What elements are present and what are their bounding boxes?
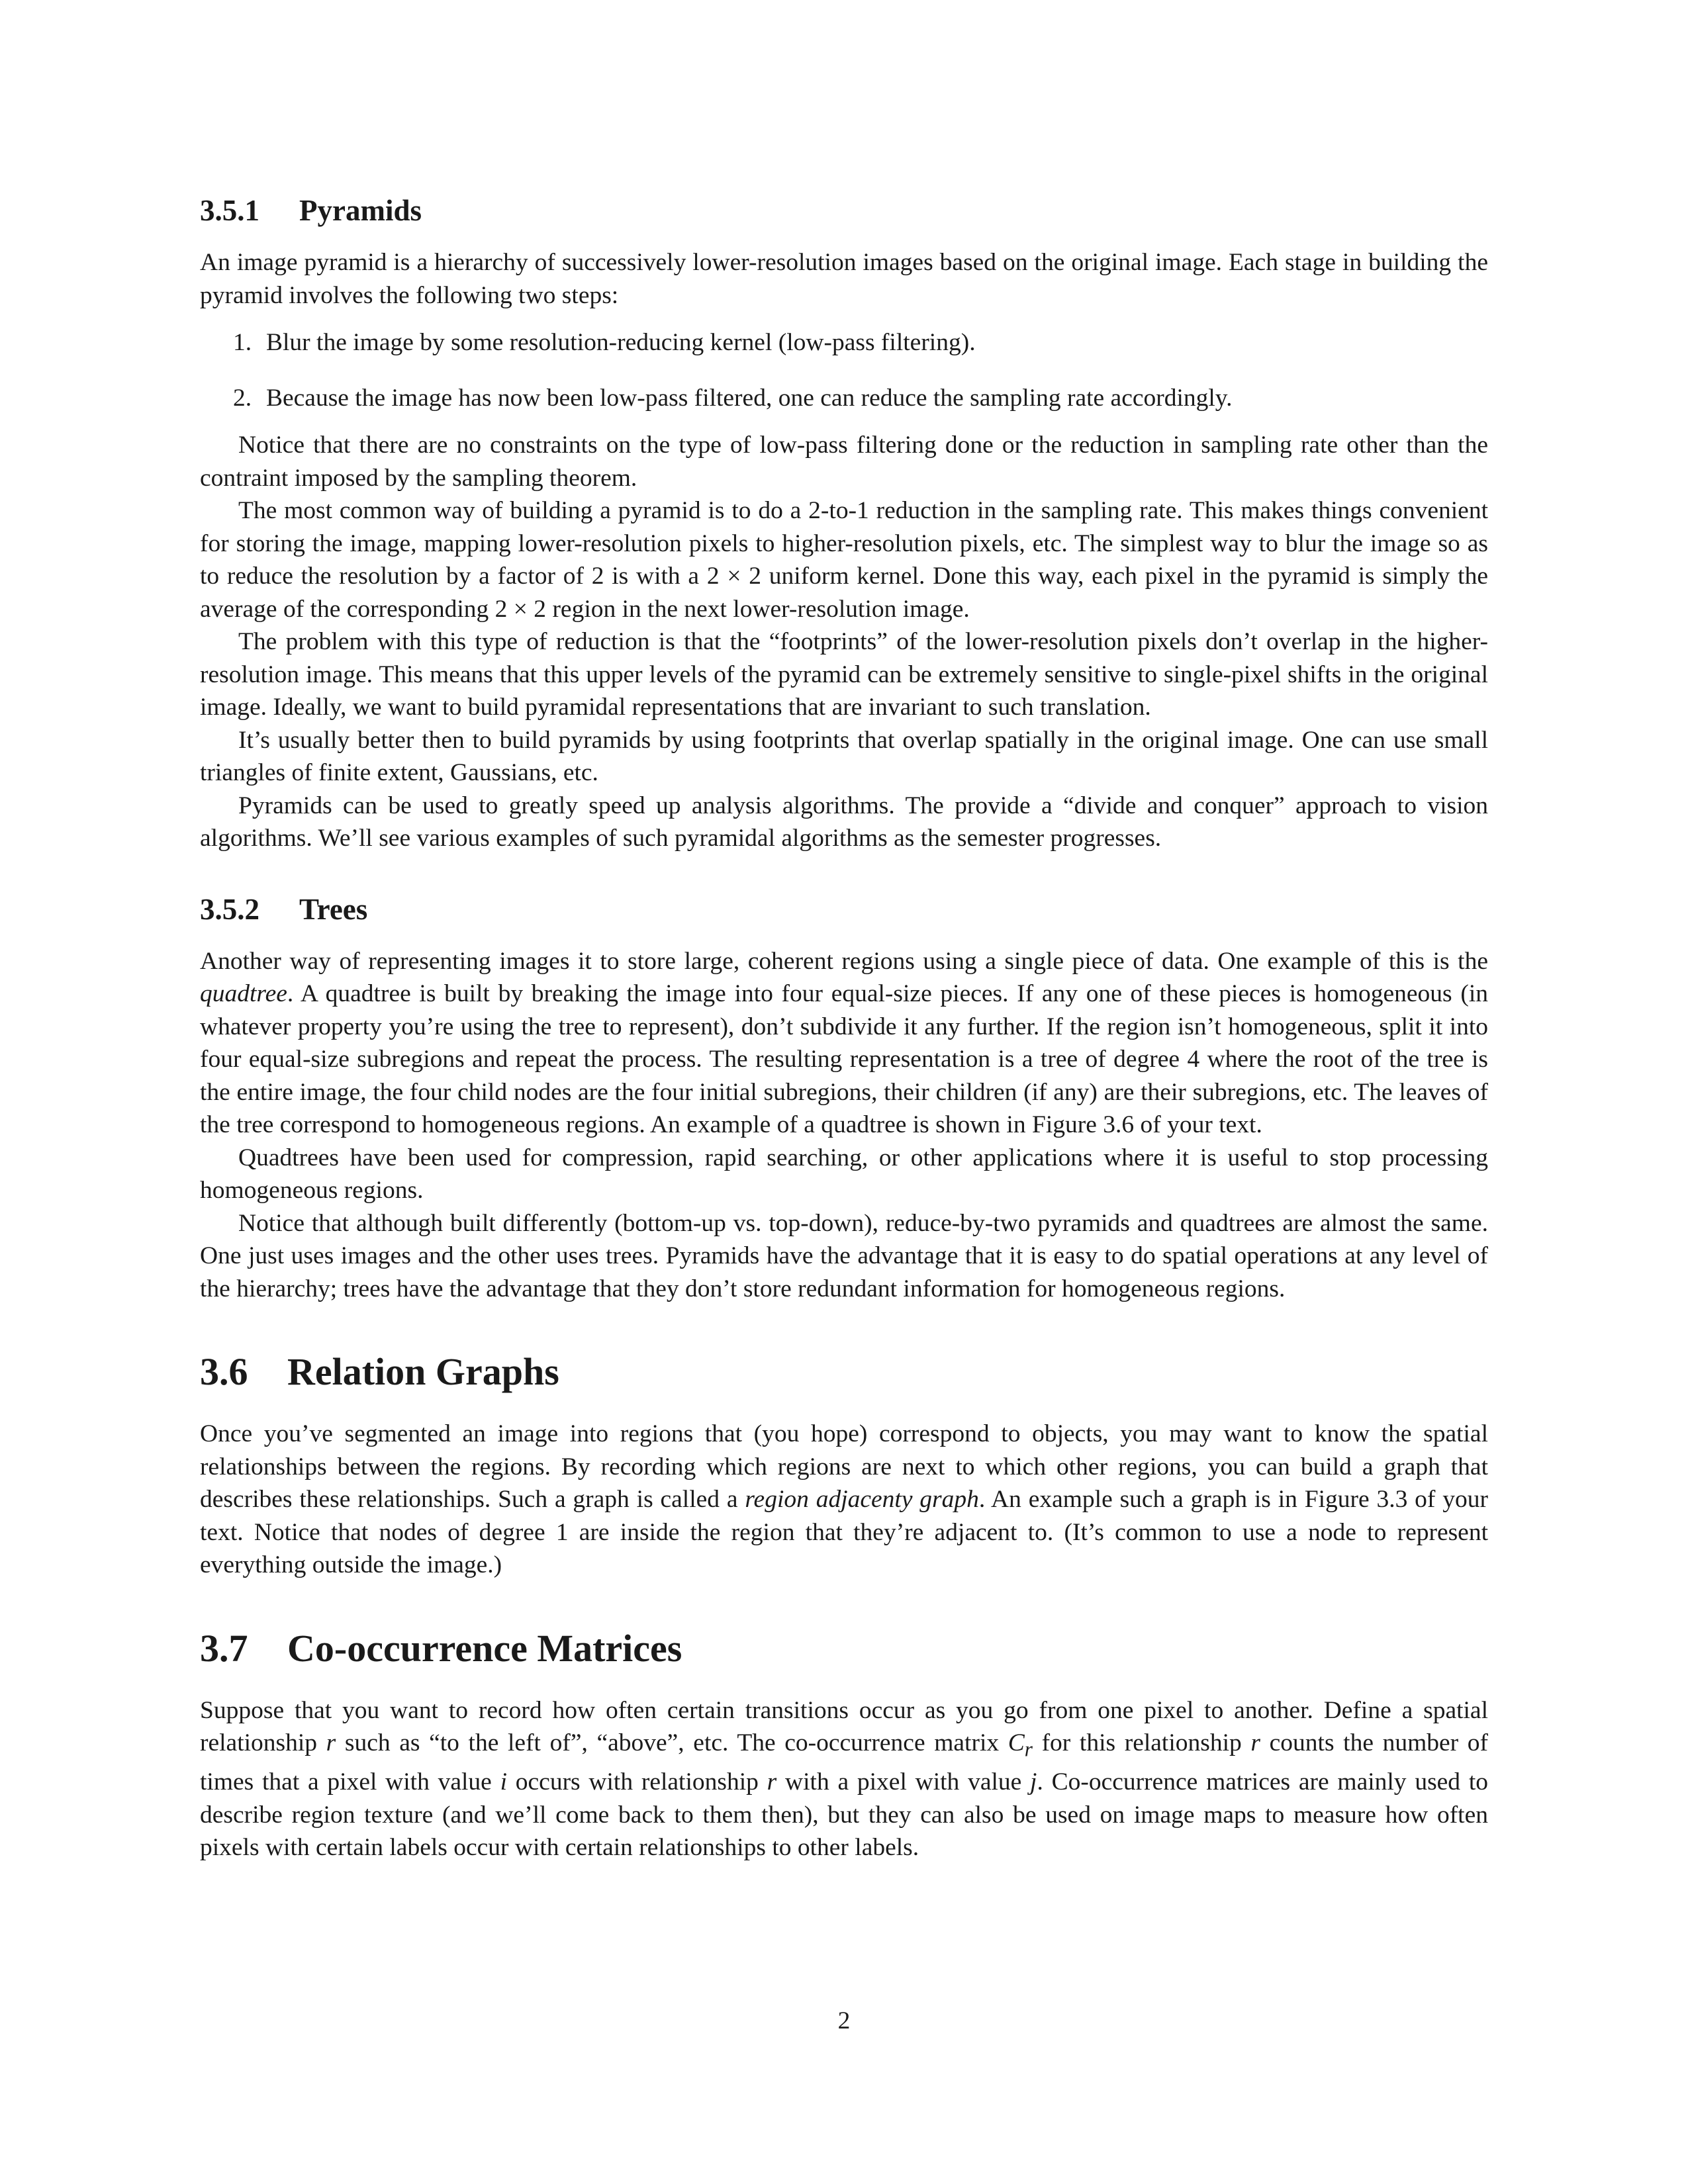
paragraph-lowpass-constraints: Notice that there are no constraints on the type of low-pass filtering done or the reduction in sampling rate other than the contraint imposed by the sampling theorem. xyxy=(200,432,1488,492)
section-number: 3.7 xyxy=(200,1626,248,1670)
paragraph-quadtree-intro xyxy=(200,945,1488,1142)
list-item xyxy=(200,382,1488,415)
list-item xyxy=(200,326,1488,359)
page-number: 2 xyxy=(837,2007,851,2034)
section-number: 3.6 xyxy=(200,1350,248,1393)
math-C: C xyxy=(1008,1729,1025,1756)
paragraph-pyramid-intro: An image pyramid is a hierarchy of successively lower-resolution images based on the original image. Each stage in building the pyramid involves the following two steps: xyxy=(200,249,1488,309)
section-heading-relation-graphs xyxy=(200,1349,1488,1395)
document-page xyxy=(200,192,1488,1864)
text-run: The most common way of building a pyramid is to do a 2-to-1 reduction in the sampling rate. This makes things convenient for storing the image, mapping lower-resolution pixels to higher-resolution pixels, etc. The simplest way to blur the image so as to reduce the resolution by a factor of 2 is with a xyxy=(200,497,1488,590)
section-heading-trees xyxy=(200,891,1488,928)
text-run: for this relationship xyxy=(1032,1729,1251,1756)
math-r: r xyxy=(1250,1729,1260,1756)
emphasis-region-adjacency-graph: region adjacenty graph xyxy=(745,1486,979,1513)
text-run: . An example such a graph is in Figure 3.3 of your text. Notice that nodes of degree 1 are inside the region that they’re adjacent to. (It’s common to use a node to represent everything outside the image.) xyxy=(200,1486,1488,1578)
text-run: region in the next lower-resolution image. xyxy=(546,595,970,623)
paragraph-pyramid-speedup: Pyramids can be used to greatly speed up analysis algorithms. The provide a “divide and conquer” approach to vision algorithms. We’ll see various examples of such pyramidal algorithms as the semester progresses. xyxy=(200,792,1488,852)
math-r: r xyxy=(326,1729,336,1756)
math-2x2: 2 × 2 xyxy=(494,595,547,623)
section-heading-pyramids xyxy=(200,192,1488,229)
paragraph-overlapping-footprints: It’s usually better then to build pyramids by using footprints that overlap spatially in the original image. One can use small triangles of finite extent, Gaussians, etc. xyxy=(200,726,1488,786)
paragraph-quadtree-uses: Quadtrees have been used for compression, rapid searching, or other applications where it is useful to stop processing homogeneous regions. xyxy=(200,1144,1488,1204)
paragraph-footprints-problem: The problem with this type of reduction is that the “footprints” of the lower-resolution pixels don’t overlap in the higher-resolution image. This means that this upper levels of the pyramid can be extremely sensitive to single-pixel shifts in the original image. Ideally, we want to build pyramidal representations that are invariant to such translation. xyxy=(200,628,1488,721)
math-C-subscript: r xyxy=(1024,1737,1033,1761)
paragraph-pyramids-vs-quadtrees: Notice that although built differently (bottom-up vs. top-down), reduce-by-two pyramids and quadtrees are almost the same. One just uses images and the other uses trees. Pyramids have the advantage that it is easy to do spatial operations at any level of the hierarchy; trees have the advantage that they don’t store redundant information for homogeneous regions. xyxy=(200,1209,1488,1302)
list-item-text: Blur the image by some resolution-reducing kernel (low-pass filtering). xyxy=(266,329,976,356)
text-run: occurs with relationship xyxy=(507,1768,767,1796)
text-run: Once you’ve segmented an image into regions that (you hope) correspond to objects, you may want to know the spatial relationships between the regions. By recording which regions are next to which other regions, you can build a graph that describes these relationships. Such a graph is called a xyxy=(200,1420,1488,1513)
section-number: 3.5.1 xyxy=(200,194,259,227)
section-number: 3.5.2 xyxy=(200,892,259,926)
section-spacer xyxy=(200,1305,1488,1349)
paragraph-cooccurrence xyxy=(200,1694,1488,1864)
paragraph-2to1-reduction xyxy=(200,494,1488,625)
section-title: Relation Graphs xyxy=(287,1350,559,1393)
text-run: . A quadtree is built by breaking the image into four equal-size pieces. If any one of these pieces is homogeneous (in whatever property you’re using the tree to represent), don’t subdivide it any further. If the region isn’t homogeneous, split it into four equal-size subregions and repeat the process. The resulting representation is a tree of degree 4 where the root of the tree is the entire image, the four child nodes are the four initial subregions, their children (if any) are their subregions, etc. The leaves of the tree correspond to homogeneous regions. An example of a quadtree is shown in Figure 3.6 of your text. xyxy=(200,980,1488,1138)
section-title: Co-occurrence Matrices xyxy=(287,1626,682,1670)
text-run: counts the number of times that a pixel with value xyxy=(200,1729,1489,1796)
section-title: Trees xyxy=(299,892,368,926)
paragraph-region-adjacency xyxy=(200,1418,1488,1582)
pyramid-steps-list xyxy=(200,326,1488,414)
text-run: uniform kernel. Done this way, each pixel in the pyramid is simply the average of the corresponding xyxy=(200,563,1488,623)
text-run: Suppose that you want to record how often certain transitions occur as you go from one pixel to another. Define a spatial relationship xyxy=(200,1696,1488,1756)
math-2x2: 2 × 2 xyxy=(706,563,761,590)
list-item-text: Because the image has now been low-pass filtered, one can reduce the sampling rate accordingly. xyxy=(266,384,1233,412)
text-run: . Co-occurrence matrices are mainly used to describe region texture (and we’ll come back to them then), but they can also be used on image maps to measure how often pixels with certain labels occur with certain relationships to other labels. xyxy=(200,1768,1488,1861)
list-item-number: 1. xyxy=(233,329,252,356)
text-run: Another way of representing images it to store large, coherent regions using a single piece of data. One example of this is the xyxy=(200,947,1488,975)
math-r: r xyxy=(767,1768,777,1796)
section-spacer xyxy=(200,1582,1488,1625)
section-spacer xyxy=(200,855,1488,891)
text-run: such as “to the left of”, “above”, etc. The co-occurrence matrix xyxy=(336,1729,1008,1756)
math-j: j xyxy=(1030,1768,1037,1796)
emphasis-quadtree: quadtree xyxy=(200,980,287,1007)
list-item-number: 2. xyxy=(233,384,252,412)
section-title: Pyramids xyxy=(299,194,422,227)
text-run: with a pixel with value xyxy=(776,1768,1031,1796)
math-i: i xyxy=(500,1768,508,1796)
section-heading-cooccurrence xyxy=(200,1625,1488,1672)
